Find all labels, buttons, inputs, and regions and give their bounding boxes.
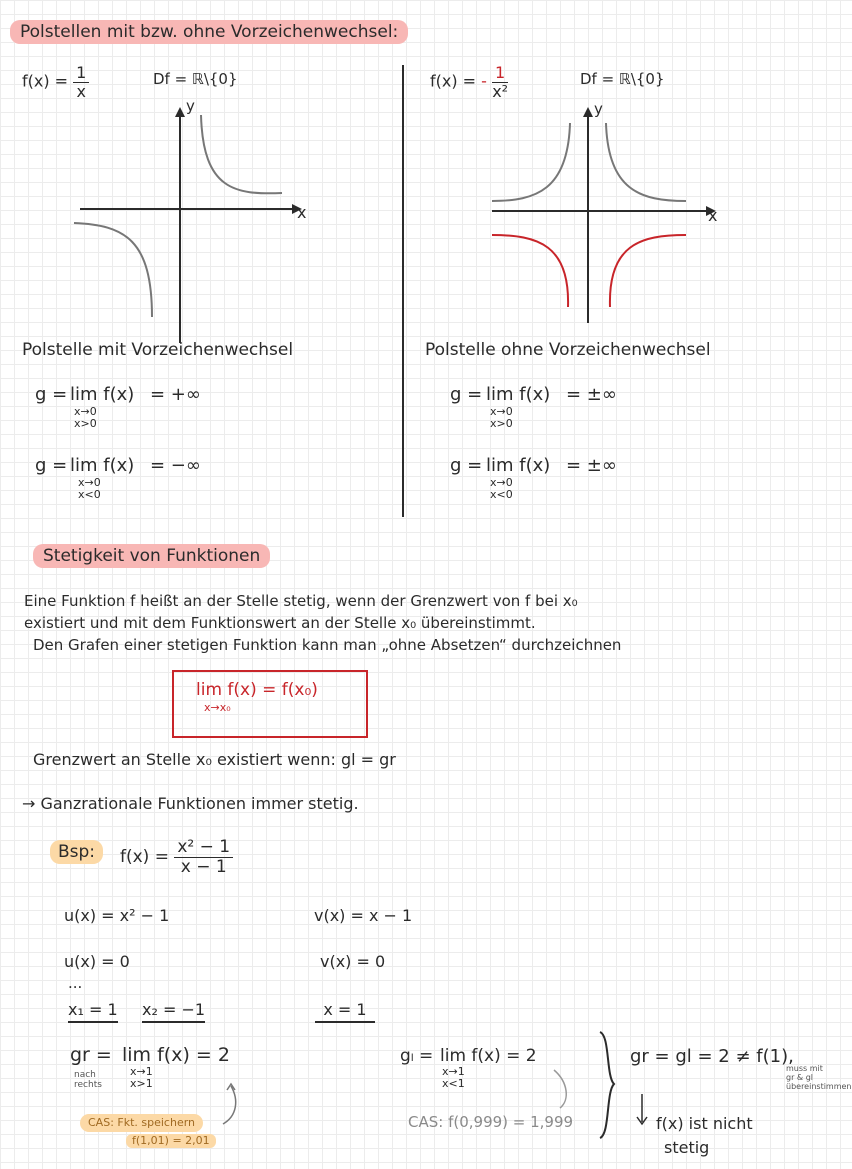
u-zero: u(x) = 0 (64, 952, 130, 971)
left-y-arrow (175, 107, 185, 117)
root-v: x = 1 (315, 1000, 375, 1023)
gr-limit: lim f(x) = 2 (122, 1044, 230, 1066)
right-limit1-sub2: x>0 (490, 417, 513, 430)
definition-line-3: Den Grafen einer stetigen Funktion kann man „ohne Absetzen“ durchzeichnen (33, 636, 622, 654)
example-label: Bsp: (50, 840, 103, 864)
cas-arrow-right (548, 1064, 578, 1114)
left-limit1-sub1: x→0 (74, 405, 97, 418)
cas-arrow-left (215, 1080, 245, 1130)
result-line-1: f(x) ist nicht (656, 1114, 753, 1133)
right-y-arrow (583, 107, 593, 117)
right-x-label: x (708, 206, 718, 225)
example-func-prefix: f(x) = (120, 847, 169, 868)
conclusion: gr = gl = 2 ≠ f(1), (630, 1046, 794, 1067)
result-arrow (632, 1090, 656, 1130)
box-limit-sub: x→x₀ (204, 701, 231, 714)
left-limit1-lim: lim f(x) (70, 384, 135, 405)
left-limit2-result: = −∞ (150, 455, 201, 476)
existence-condition: Grenzwert an Stelle x₀ existiert wenn: gl = gr (33, 750, 396, 769)
left-graph (60, 95, 330, 345)
continuity-heading: Stetigkeit von Funktionen (33, 544, 270, 568)
box-limit: lim f(x) = f(x₀) (196, 680, 318, 700)
gr-sub2: x>1 (130, 1077, 153, 1090)
left-x-label: x (297, 203, 307, 222)
left-limit1-sub2: x>0 (74, 417, 97, 430)
gr-sub1: x→1 (130, 1065, 153, 1078)
right-curve-upper-left (492, 123, 570, 201)
root-x1: x₁ = 1 (68, 1000, 118, 1023)
left-func-prefix: f(x) = (22, 71, 69, 91)
pole-heading: Polstellen mit bzw. ohne Vorzeichenwechsel: (10, 20, 408, 44)
left-limit2-sub1: x→0 (78, 476, 101, 489)
right-limit2-result: = ±∞ (566, 455, 617, 476)
definition-line-2: existiert und mit dem Funktionswert an der Stelle x₀ übereinstimmt. (24, 614, 536, 632)
right-func-sign: - (481, 71, 487, 91)
left-limit1-result: = +∞ (150, 384, 201, 405)
example-function (120, 838, 233, 876)
right-limit1-sub1: x→0 (490, 405, 513, 418)
right-curve-lower-left (492, 235, 568, 307)
cas-left-label: CAS: Fkt. speichern (80, 1114, 203, 1132)
root-x2: x₂ = −1 (142, 1000, 205, 1023)
left-func-den: x (76, 81, 86, 101)
gr-note: nach rechts (74, 1070, 102, 1090)
gl-sub1: x→1 (442, 1065, 465, 1078)
right-func-num: 1 (492, 64, 508, 83)
left-func-num: 1 (73, 64, 89, 83)
left-curve-positive (201, 115, 282, 193)
gl-sub2: x<1 (442, 1077, 465, 1090)
right-limit1-lim: lim f(x) (486, 384, 551, 405)
conclusion-brace (596, 1030, 620, 1140)
right-func-prefix: f(x) = (430, 71, 477, 91)
left-title: Polstelle mit Vorzeichenwechsel (22, 340, 294, 360)
left-domain: Df = ℝ\{0} (153, 70, 238, 88)
right-limit1-g: g = (450, 384, 483, 405)
gl-lhs: gₗ = (400, 1046, 434, 1066)
right-limit2-sub1: x→0 (490, 476, 513, 489)
left-limit2-sub2: x<0 (78, 488, 101, 501)
v-zero: v(x) = 0 (320, 952, 386, 971)
left-limit2-g: g = (35, 455, 68, 476)
right-curve-lower-right (610, 235, 686, 307)
cas-right: CAS: f(0,999) = 1,999 (408, 1113, 574, 1131)
result-line-2: stetig (664, 1138, 710, 1157)
cas-left-value: f(1,01) = 2,01 (126, 1134, 216, 1148)
right-limit1-result: = ±∞ (566, 384, 617, 405)
right-domain: Df = ℝ\{0} (580, 70, 665, 88)
right-func-den: x² (492, 81, 509, 101)
right-limit2-sub2: x<0 (490, 488, 513, 501)
gl-limit: lim f(x) = 2 (440, 1046, 537, 1066)
side-note: muss mit gr & gl übereinstimmen (786, 1064, 852, 1091)
example-func-den: x − 1 (180, 856, 227, 877)
left-limit2-lim: lim f(x) (70, 455, 135, 476)
polynomial-note: → Ganzrationale Funktionen immer stetig. (22, 794, 359, 813)
left-curve-negative (74, 223, 152, 317)
u-definition: u(x) = x² − 1 (64, 906, 170, 925)
left-limit1-g: g = (35, 384, 68, 405)
right-title: Polstelle ohne Vorzeichenwechsel (425, 340, 711, 360)
definition-line-1: Eine Funktion f heißt an der Stelle stetig, wenn der Grenzwert von f bei x₀ (24, 592, 578, 610)
v-definition: v(x) = x − 1 (314, 906, 413, 925)
right-y-label: y (594, 100, 603, 118)
left-y-label: y (186, 97, 195, 115)
ellipsis: ... (68, 974, 83, 992)
gr-lhs: gr = (70, 1044, 112, 1066)
right-limit2-g: g = (450, 455, 483, 476)
column-divider (402, 65, 404, 517)
right-limit2-lim: lim f(x) (486, 455, 551, 476)
example-func-num: x² − 1 (174, 838, 233, 858)
right-curve-upper-right (606, 123, 686, 201)
